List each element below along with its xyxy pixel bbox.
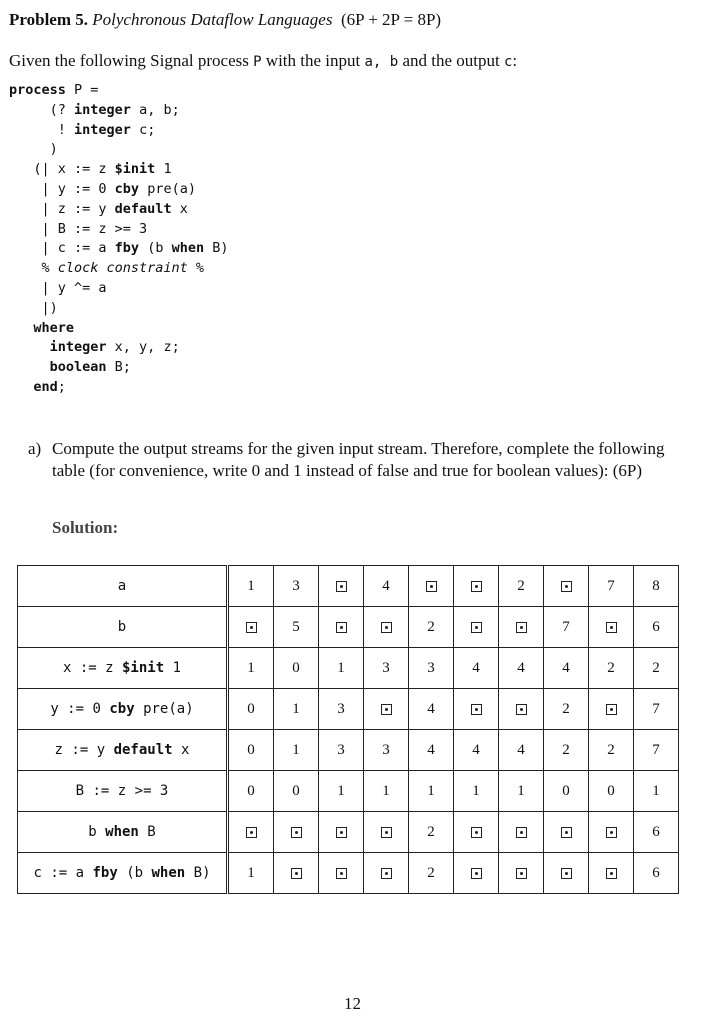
- problem-label: Problem 5.: [9, 10, 89, 29]
- table-row: [18, 853, 679, 894]
- value-cell: 7: [544, 607, 589, 648]
- code-text: ): [9, 141, 58, 158]
- code-text: | y ^= a: [9, 279, 107, 296]
- value-cell: 3: [409, 648, 454, 689]
- keyword: when: [105, 824, 139, 840]
- code-line: [9, 339, 180, 355]
- code-line: [9, 201, 188, 217]
- absent-cell: [409, 566, 454, 607]
- absent-cell: [364, 689, 409, 730]
- code-line: [9, 260, 204, 276]
- code-text: y := 0: [50, 701, 110, 717]
- absent-cell: [454, 566, 499, 607]
- row-label: [18, 648, 228, 689]
- code-line: [9, 320, 74, 336]
- code-text: (b: [139, 240, 172, 257]
- value-cell: 3: [319, 689, 364, 730]
- absent-cell: [319, 853, 364, 894]
- absent-cell: [544, 853, 589, 894]
- code-line: [9, 161, 172, 177]
- value-cell: 1: [274, 689, 319, 730]
- code-line: [9, 240, 228, 256]
- value-cell: 4: [454, 730, 499, 771]
- code-line: [9, 300, 58, 316]
- row-label: [18, 607, 228, 648]
- code-text: [9, 379, 33, 395]
- code-text: B := z >= 3: [75, 783, 169, 799]
- value-cell: 4: [544, 648, 589, 689]
- code-line: [9, 82, 98, 98]
- code-text: x, y, z;: [106, 339, 180, 356]
- absent-cell: [274, 853, 319, 894]
- absent-cell: [544, 566, 589, 607]
- value-cell: 4: [454, 648, 499, 689]
- absent-box-icon: [246, 827, 257, 838]
- value-cell: 7: [634, 689, 679, 730]
- absent-box-icon: [426, 581, 437, 592]
- absent-cell: [319, 812, 364, 853]
- absent-box-icon: [291, 868, 302, 879]
- value-cell: 2: [589, 730, 634, 771]
- absent-box-icon: [561, 581, 572, 592]
- absent-box-icon: [471, 622, 482, 633]
- value-cell: 1: [454, 771, 499, 812]
- absent-box-icon: [336, 868, 347, 879]
- code-text: b: [88, 824, 106, 840]
- absent-box-icon: [381, 622, 392, 633]
- value-cell: 1: [364, 771, 409, 812]
- code-text: x: [172, 742, 190, 758]
- code-text: 1: [155, 161, 172, 178]
- value-cell: 1: [274, 730, 319, 771]
- absent-box-icon: [336, 622, 347, 633]
- code-text: | B := z >= 3: [9, 220, 148, 237]
- intro-text-2: with the input: [261, 51, 365, 70]
- page-number: 12: [344, 994, 361, 1013]
- absent-cell: [319, 607, 364, 648]
- code-text: c := a: [33, 865, 93, 881]
- value-cell: 2: [544, 689, 589, 730]
- code-text: b: [117, 619, 127, 635]
- value-cell: 0: [274, 648, 319, 689]
- intro-text-3: and the output: [398, 51, 504, 70]
- code-text: [9, 359, 50, 375]
- value-cell: 2: [634, 648, 679, 689]
- absent-box-icon: [336, 581, 347, 592]
- code-text: !: [9, 121, 75, 138]
- absent-box-icon: [471, 704, 482, 715]
- absent-box-icon: [561, 827, 572, 838]
- question-a: [28, 438, 678, 482]
- absent-box-icon: [516, 704, 527, 715]
- value-cell: 2: [589, 648, 634, 689]
- code-text: B): [185, 865, 211, 881]
- absent-box-icon: [606, 827, 617, 838]
- value-cell: 3: [274, 566, 319, 607]
- value-cell: 2: [409, 812, 454, 853]
- intro-text-4: :: [512, 51, 518, 70]
- value-cell: 0: [228, 730, 274, 771]
- problem-title: Polychronous Dataflow Languages: [92, 10, 333, 29]
- absent-box-icon: [336, 827, 347, 838]
- value-cell: 2: [544, 730, 589, 771]
- absent-box-icon: [606, 704, 617, 715]
- value-cell: 1: [499, 771, 544, 812]
- table-row: [18, 812, 679, 853]
- keyword: boolean: [49, 359, 107, 376]
- code-text: a: [117, 578, 127, 594]
- value-cell: 0: [274, 771, 319, 812]
- code-text: P =: [65, 82, 99, 98]
- value-cell: 1: [228, 566, 274, 607]
- absent-cell: [499, 853, 544, 894]
- absent-box-icon: [606, 868, 617, 879]
- absent-box-icon: [381, 704, 392, 715]
- value-cell: 0: [228, 689, 274, 730]
- code-line: [9, 221, 147, 237]
- value-cell: 3: [364, 730, 409, 771]
- code-text: | c := a: [9, 240, 115, 257]
- value-cell: 4: [364, 566, 409, 607]
- absent-cell: [454, 853, 499, 894]
- problem-points: (6P + 2P = 8P): [340, 10, 442, 29]
- value-cell: 4: [409, 689, 454, 730]
- code-comment: % clock constraint %: [9, 260, 205, 277]
- code-text: (?: [9, 101, 75, 118]
- code-text: z := y: [54, 742, 114, 758]
- intro-inputs: a, b: [364, 54, 399, 70]
- code-text: |): [9, 299, 58, 316]
- value-cell: 4: [499, 648, 544, 689]
- value-cell: 1: [409, 771, 454, 812]
- keyword: default: [113, 742, 173, 758]
- absent-box-icon: [246, 622, 257, 633]
- absent-cell: [454, 812, 499, 853]
- code-text: x := z: [62, 660, 122, 676]
- absent-cell: [274, 812, 319, 853]
- code-line: [9, 141, 58, 157]
- table-row: [18, 730, 679, 771]
- keyword: fby: [114, 240, 140, 257]
- absent-cell: [364, 812, 409, 853]
- intro-text-1: Given the following Signal process: [9, 51, 254, 70]
- absent-cell: [589, 689, 634, 730]
- code-text: (b: [117, 865, 152, 881]
- row-label: [18, 566, 228, 607]
- value-cell: 6: [634, 607, 679, 648]
- absent-cell: [364, 853, 409, 894]
- keyword: $init: [114, 161, 156, 178]
- absent-cell: [544, 812, 589, 853]
- stream-table: [17, 565, 679, 894]
- value-cell: 4: [409, 730, 454, 771]
- absent-box-icon: [471, 868, 482, 879]
- code-text: pre(a): [134, 701, 194, 717]
- keyword: cby: [114, 180, 140, 197]
- value-cell: 7: [634, 730, 679, 771]
- keyword: default: [114, 200, 172, 217]
- value-cell: 2: [409, 853, 454, 894]
- absent-cell: [319, 566, 364, 607]
- table-row: [18, 607, 679, 648]
- absent-box-icon: [516, 868, 527, 879]
- absent-cell: [589, 853, 634, 894]
- keyword: when: [171, 240, 205, 257]
- value-cell: 1: [634, 771, 679, 812]
- value-cell: 0: [228, 771, 274, 812]
- table-row: [18, 689, 679, 730]
- signal-code-block: [9, 81, 228, 398]
- value-cell: 4: [499, 730, 544, 771]
- absent-cell: [589, 812, 634, 853]
- keyword: fby: [92, 865, 118, 881]
- table-row: [18, 771, 679, 812]
- code-text: B: [138, 824, 156, 840]
- row-label: [18, 730, 228, 771]
- absent-cell: [228, 607, 274, 648]
- absent-box-icon: [516, 827, 527, 838]
- code-text: B;: [106, 359, 131, 376]
- code-line: [9, 280, 107, 296]
- table-row: [18, 648, 679, 689]
- value-cell: 2: [409, 607, 454, 648]
- question-label: a): [28, 439, 42, 458]
- value-cell: 6: [634, 812, 679, 853]
- solution-label: Solution:: [52, 518, 119, 537]
- absent-box-icon: [381, 827, 392, 838]
- code-text: c;: [130, 121, 156, 138]
- code-line: [9, 102, 180, 118]
- absent-cell: [364, 607, 409, 648]
- value-cell: 1: [228, 853, 274, 894]
- absent-box-icon: [516, 622, 527, 633]
- code-line: [9, 181, 196, 197]
- code-line: [9, 122, 155, 138]
- value-cell: 1: [228, 648, 274, 689]
- row-label: [18, 853, 228, 894]
- absent-cell: [589, 607, 634, 648]
- row-label: [18, 812, 228, 853]
- table-row: [18, 566, 679, 607]
- absent-cell: [499, 689, 544, 730]
- absent-box-icon: [471, 581, 482, 592]
- absent-cell: [454, 607, 499, 648]
- value-cell: 0: [589, 771, 634, 812]
- value-cell: 1: [319, 648, 364, 689]
- row-label: [18, 771, 228, 812]
- code-line: [9, 379, 66, 395]
- value-cell: 8: [634, 566, 679, 607]
- code-text: x: [171, 200, 188, 217]
- value-cell: 2: [499, 566, 544, 607]
- value-cell: 7: [589, 566, 634, 607]
- absent-box-icon: [606, 622, 617, 633]
- code-text: [9, 320, 33, 336]
- value-cell: 5: [274, 607, 319, 648]
- code-line: [9, 359, 131, 375]
- intro-sentence: [9, 51, 517, 71]
- question-text: Compute the output streams for the given input stream. Therefore, complete the following table (for convenience, write 0 and 1 instead of false and true for boolean values): (6P): [52, 439, 665, 480]
- keyword: $init: [122, 660, 165, 676]
- value-cell: 0: [544, 771, 589, 812]
- intro-process-name: P: [253, 54, 262, 70]
- code-text: ;: [57, 378, 66, 395]
- keyword: integer: [49, 339, 107, 356]
- keyword: integer: [74, 121, 131, 138]
- intro-output: c: [503, 54, 513, 70]
- keyword: end: [33, 378, 58, 395]
- keyword: where: [33, 319, 75, 336]
- value-cell: 3: [319, 730, 364, 771]
- code-text: | z := y: [9, 200, 115, 217]
- code-text: (| x := z: [9, 161, 115, 178]
- keyword: when: [151, 865, 186, 881]
- value-cell: 3: [364, 648, 409, 689]
- code-text: pre(a): [139, 180, 196, 197]
- code-text: | y := 0: [9, 180, 115, 197]
- code-text: a, b;: [130, 101, 180, 118]
- code-text: B): [204, 240, 229, 257]
- code-text: [9, 339, 50, 355]
- keyword: cby: [109, 701, 135, 717]
- keyword: integer: [74, 101, 131, 118]
- absent-box-icon: [291, 827, 302, 838]
- value-cell: 6: [634, 853, 679, 894]
- value-cell: 1: [319, 771, 364, 812]
- absent-box-icon: [471, 827, 482, 838]
- absent-box-icon: [561, 868, 572, 879]
- problem-heading: [9, 10, 441, 30]
- absent-cell: [228, 812, 274, 853]
- keyword: process: [9, 82, 66, 98]
- code-text: 1: [164, 660, 182, 676]
- row-label: [18, 689, 228, 730]
- absent-cell: [454, 689, 499, 730]
- absent-cell: [499, 812, 544, 853]
- absent-box-icon: [381, 868, 392, 879]
- absent-cell: [499, 607, 544, 648]
